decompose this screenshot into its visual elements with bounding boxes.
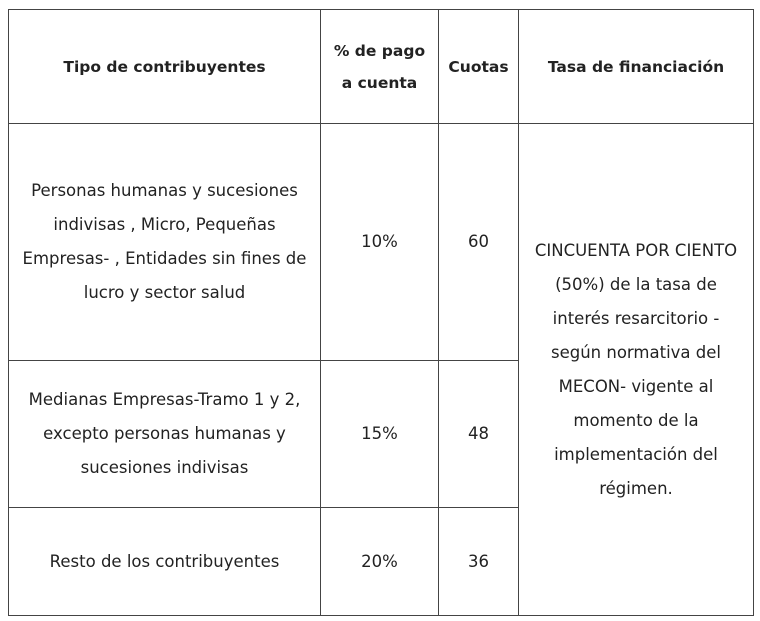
header-cuotas: Cuotas <box>439 10 519 124</box>
cell-pago: 15% <box>321 361 439 508</box>
financing-table <box>8 9 754 616</box>
cell-cuotas: 60 <box>439 124 519 361</box>
cell-cuotas: 48 <box>439 361 519 508</box>
header-tasa: Tasa de financiación <box>519 10 754 124</box>
cell-tipo: Resto de los contribuyentes <box>9 508 321 616</box>
header-pago: % de pago a cuenta <box>321 10 439 124</box>
cell-cuotas: 36 <box>439 508 519 616</box>
cell-tasa: CINCUENTA POR CIENTO (50%) de la tasa de interés resarcitorio - según normativa del MECON- vigente al momento de la implementación del régimen. <box>519 124 754 616</box>
cell-pago: 20% <box>321 508 439 616</box>
cell-tipo: Personas humanas y sucesiones indivisas , Micro, Pequeñas Empresas- , Entidades sin fines de lucro y sector salud <box>9 124 321 361</box>
cell-tipo: Medianas Empresas-Tramo 1 y 2, excepto personas humanas y sucesiones indivisas <box>9 361 321 508</box>
cell-pago: 10% <box>321 124 439 361</box>
header-row <box>9 10 754 124</box>
header-tipo: Tipo de contribuyentes <box>9 10 321 124</box>
table-row <box>9 124 754 361</box>
